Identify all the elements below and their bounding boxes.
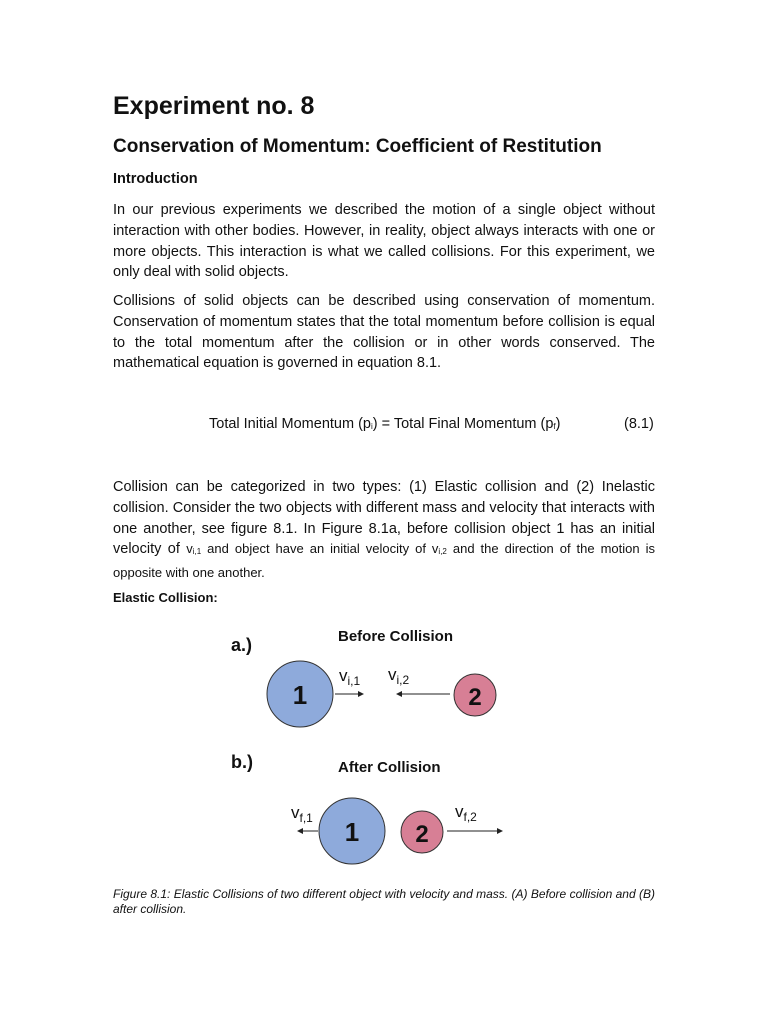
equation-end-text: ) (555, 416, 561, 432)
velocity-label-i1-subscript: i,1 (347, 674, 361, 688)
velocity-subscript-1: i,1 (192, 547, 202, 557)
velocity-label-i2 (388, 665, 410, 687)
ball-1-after-label: 1 (344, 817, 360, 847)
velocity-label-f1 (291, 803, 313, 825)
ball-2-after-label: 2 (415, 821, 429, 848)
collision-paragraph-main: Collision can be categorized in two types: (1) Elastic collision and (2) Inelastic collision. Consider the two objects with different mass and velocity that interacts with one another, see figure 8.1. In Figure 8.1a, before collision object 1 has an initial velocity of (113, 479, 655, 558)
velocity-symbol-1: v (186, 541, 193, 557)
velocity-label-f2-symbol: v (455, 802, 464, 821)
page-subtitle: Conservation of Momentum: Coefficient of Restitution (113, 136, 602, 157)
panel-b-title: After Collision (338, 759, 441, 776)
intro-heading: Introduction (113, 171, 198, 187)
equation-final-subscript: f (553, 422, 556, 431)
velocity-label-f1-symbol: v (291, 803, 300, 822)
velocity-label-i1-symbol: v (339, 666, 348, 685)
page-title: Experiment no. 8 (113, 92, 315, 120)
velocity-symbol-2: v (431, 541, 439, 557)
intro-paragraph-1: In our previous experiments we described the motion of a single object without interaction with other bodies. However, in reality, object always interacts with one or more objects. This interaction is what we called collisions. For this experiment, we only deal with solid objects. (113, 202, 655, 281)
figure-caption: Figure 8.1: Elastic Collisions of two different object with velocity and mass. (A) Before collision and (B) after collision. (113, 887, 655, 916)
velocity-label-f2-subscript: f,2 (463, 810, 477, 824)
collision-paragraph-end: and the direction of the motion is opposite with one another. (113, 541, 655, 581)
velocity-subscript-2: i,2 (438, 547, 447, 557)
ball-1-before-label: 1 (292, 680, 308, 710)
panel-a-label: a.) (231, 635, 253, 655)
equation-initial-subscript: i (370, 422, 373, 431)
velocity-label-f2 (455, 802, 477, 824)
velocity-label-i2-subscript: i,2 (396, 673, 410, 687)
collision-paragraph-mid: and object have an initial velocity of (201, 541, 432, 557)
ball-2-before-label: 2 (468, 684, 482, 711)
intro-paragraph-2: Collisions of solid objects can be described using conservation of momentum. Conservation of momentum states that the total momentum before collision is equal to the total momentum after the collision or in other words conserved. The mathematical equation is governed in equation 8.1. (113, 293, 655, 372)
equation-middle-text: ) = Total Final Momentum (p (372, 416, 554, 432)
panel-a-title: Before Collision (338, 628, 454, 645)
equation-number: (8.1) (624, 416, 654, 432)
panel-b-label: b.) (231, 752, 253, 772)
elastic-collision-heading: Elastic Collision: (113, 590, 218, 605)
equation-left-text: Total Initial Momentum (p (209, 416, 371, 432)
velocity-label-f1-subscript: f,1 (299, 811, 313, 825)
velocity-label-i2-symbol: v (388, 665, 397, 684)
velocity-label-i1 (339, 666, 361, 688)
